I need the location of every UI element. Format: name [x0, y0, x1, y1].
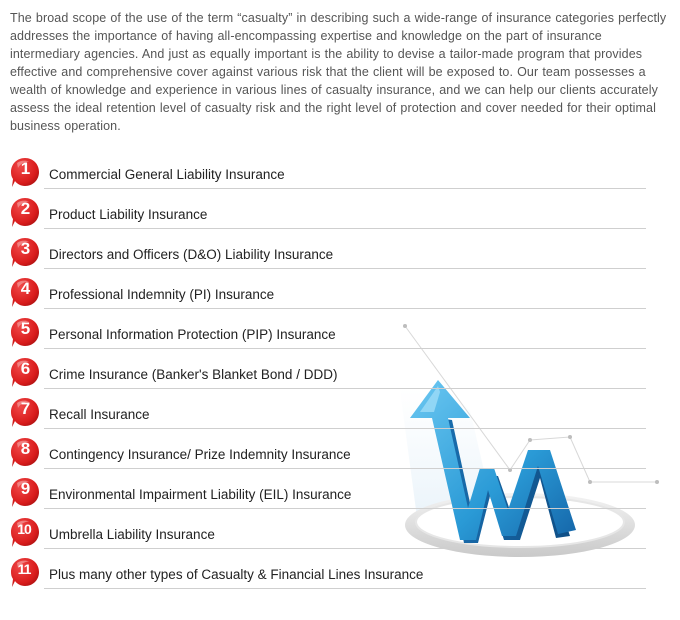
- list-item: [10, 197, 646, 237]
- divider: [44, 388, 646, 389]
- number-badge-icon: [10, 237, 42, 269]
- list-item-label: Crime Insurance (Banker's Blanket Bond / DDD): [49, 367, 338, 382]
- number-badge-icon: [10, 517, 42, 549]
- number-badge-icon: [10, 477, 42, 509]
- divider: [44, 548, 646, 549]
- list-item-label: Professional Indemnity (PI) Insurance: [49, 287, 275, 302]
- divider: [44, 468, 646, 469]
- list-item: [10, 517, 646, 557]
- divider: [44, 588, 646, 589]
- number-badge-icon: [10, 197, 42, 229]
- divider: [44, 348, 646, 349]
- badge-number: 1: [20, 159, 30, 178]
- list-item-label: Umbrella Liability Insurance: [49, 527, 215, 542]
- list-item: [10, 157, 646, 197]
- list-item-label: Contingency Insurance/ Prize Indemnity Insurance: [49, 447, 351, 462]
- divider: [44, 188, 646, 189]
- number-badge-icon: [10, 157, 42, 189]
- badge-number: 6: [20, 359, 30, 378]
- badge-number: 8: [20, 439, 30, 458]
- badge-number: 4: [20, 279, 30, 298]
- list-item: [10, 317, 646, 357]
- badge-number: 2: [20, 199, 30, 218]
- number-badge-icon: [10, 277, 42, 309]
- number-badge-icon: [10, 557, 42, 589]
- list-item-label: Directors and Officers (D&O) Liability Insurance: [49, 247, 334, 262]
- list-item-label: Environmental Impairment Liability (EIL) Insurance: [49, 487, 352, 502]
- list-item-label: Product Liability Insurance: [49, 207, 208, 222]
- badge-number: 5: [20, 319, 30, 338]
- list-item-label: Personal Information Protection (PIP) Insurance: [49, 327, 336, 342]
- list-item-label: Plus many other types of Casualty & Financial Lines Insurance: [49, 567, 424, 582]
- badge-number: 11: [17, 561, 31, 577]
- badge-number: 7: [20, 399, 30, 418]
- number-badge-icon: [10, 357, 42, 389]
- number-badge-icon: [10, 317, 42, 349]
- badge-number: 10: [17, 521, 31, 537]
- divider: [44, 508, 646, 509]
- list-item: [10, 437, 646, 477]
- list-item: [10, 397, 646, 437]
- list-item: [10, 237, 646, 277]
- badge-number: 9: [20, 479, 30, 498]
- divider: [44, 268, 646, 269]
- list-item: [10, 357, 646, 397]
- badge-number: 3: [20, 239, 30, 258]
- list-item-label: Commercial General Liability Insurance: [49, 167, 285, 182]
- list-item: [10, 477, 646, 517]
- intro-paragraph: The broad scope of the use of the term “casualty” in describing such a wide-range of insurance categories perfectly addresses the importance of having all-encompassing expertise and knowledge on the part of insurance intermediary agencies. And just as equally important is the ability to devise a tailor-made program that provides effective and comprehensive cover against various risk that the client will be exposed to. Our team possesses a wealth of knowledge and experience in various lines of casualty insurance, and we can help our clients accurately assess the ideal retention level of casualty risk and the right level of protection and cover needed for their optimal business operation.: [10, 11, 667, 133]
- list-item: [10, 557, 646, 597]
- divider: [44, 428, 646, 429]
- number-badge-icon: [10, 437, 42, 469]
- divider: [44, 228, 646, 229]
- list-item-label: Recall Insurance: [49, 407, 150, 422]
- number-badge-icon: [10, 397, 42, 429]
- divider: [44, 308, 646, 309]
- list-item: [10, 277, 646, 317]
